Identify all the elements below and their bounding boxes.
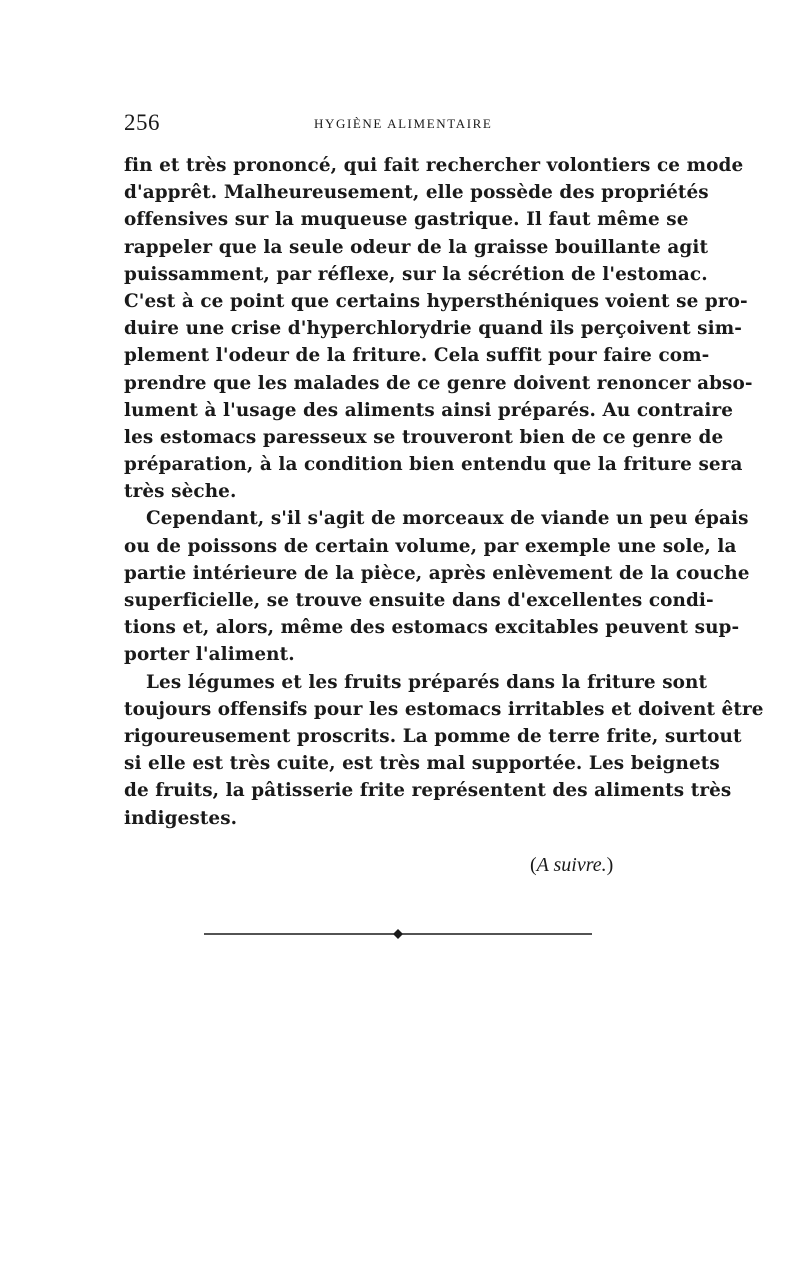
text-line: ou de poissons de certain volume, par exemple une sole, la xyxy=(124,535,737,557)
text-line: très sèche. xyxy=(124,481,237,503)
text-line: les estomacs paresseux se trouveront bien de ce genre de xyxy=(124,426,724,448)
running-head: HYGIÈNE ALIMENTAIRE xyxy=(314,116,493,131)
text-line: offensives sur la muqueuse gastrique. Il faut même se xyxy=(124,209,689,231)
text-line: plement l'odeur de la friture. Cela suffit pour faire com- xyxy=(124,345,710,367)
text-line: partie intérieure de la pièce, après enlèvement de la couche xyxy=(124,562,750,584)
section-divider xyxy=(204,929,592,939)
text-line: fin et très prononcé, qui fait rechercher volontiers ce mode xyxy=(124,155,744,176)
diamond-ornament-icon xyxy=(393,929,403,939)
text-line: C'est à ce point que certains hypersthéniques voient se pro- xyxy=(124,290,748,312)
text-line: porter l'aliment. xyxy=(124,644,295,666)
text-line: rappeler que la seule odeur de la graisse bouillante agit xyxy=(124,236,709,258)
text-line: de fruits, la pâtisserie frite représentent des aliments très xyxy=(124,780,732,802)
text-line: indigestes. xyxy=(124,807,238,829)
text-line: prendre que les malades de ce genre doivent renoncer abso- xyxy=(124,372,753,394)
text-line: d'apprêt. Malheureusement, elle possède des propriétés xyxy=(124,182,709,204)
text-line: duire une crise d'hyperchlorydrie quand ils perçoivent sim- xyxy=(124,318,743,340)
text-line: lument à l'usage des aliments ainsi préparés. Au contraire xyxy=(124,399,734,421)
continuation-note: (A suivre.) xyxy=(530,854,614,876)
text-line: toujours offensifs pour les estomacs irritables et doivent être xyxy=(124,698,764,720)
text-line: si elle est très cuite, est très mal supportée. Les beignets xyxy=(124,753,720,775)
text-line: tions et, alors, même des estomacs excitables peuvent sup- xyxy=(124,617,740,639)
page-number: 256 xyxy=(124,110,160,135)
text-line: rigoureusement proscrits. La pomme de terre frite, surtout xyxy=(124,725,742,747)
text-line: préparation, à la condition bien entendu que la friture sera xyxy=(124,454,743,476)
body-text xyxy=(124,152,764,832)
text-line: puissamment, par réflexe, sur la sécrétion de l'estomac. xyxy=(124,263,708,285)
text-line: Les légumes et les fruits préparés dans la friture sont xyxy=(146,671,708,693)
text-line: superficielle, se trouve ensuite dans d'excellentes condi- xyxy=(124,590,714,611)
text-line: Cependant, s'il s'agit de morceaux de viande un peu épais xyxy=(146,508,749,530)
page-header xyxy=(124,110,676,142)
